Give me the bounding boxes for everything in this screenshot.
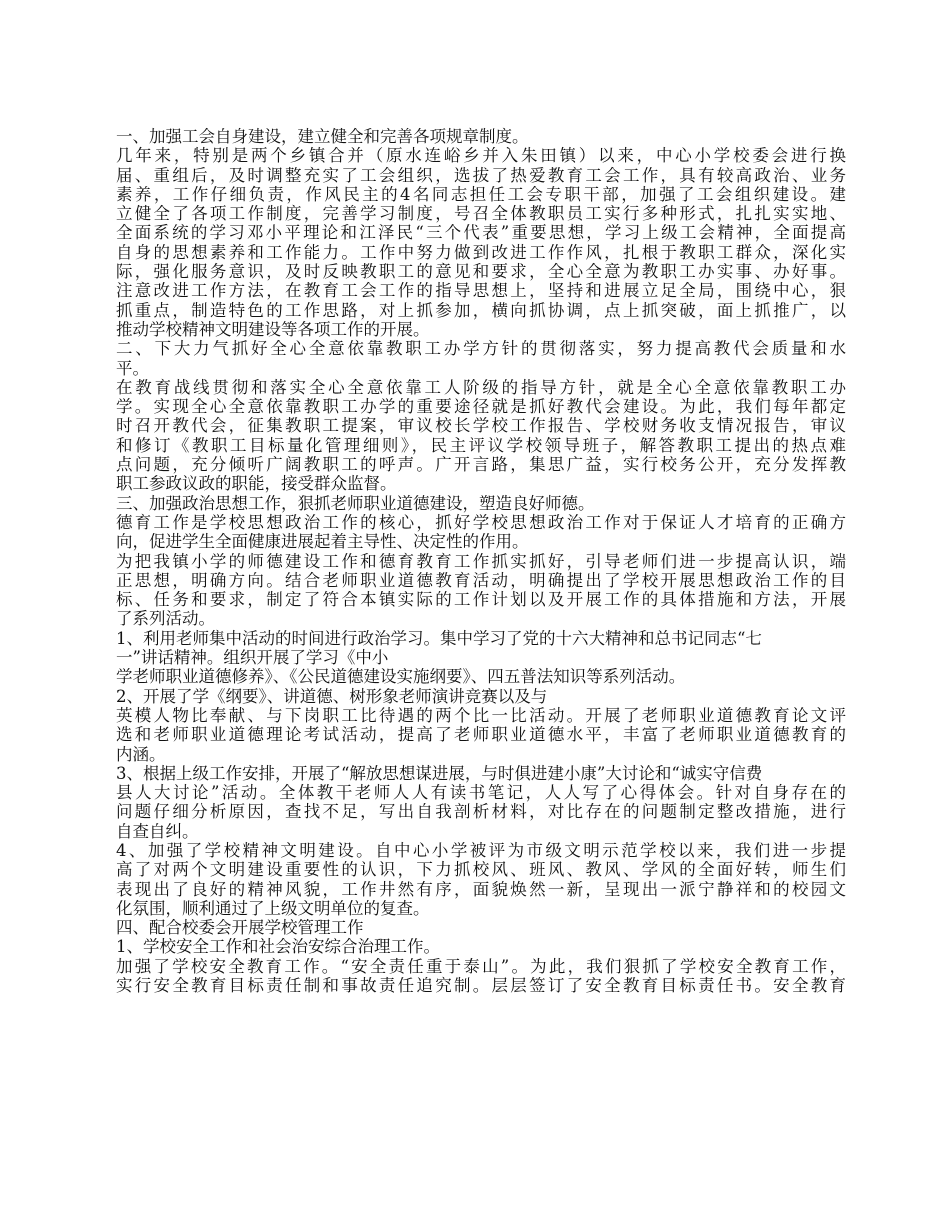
text-line: 1、利用老师集中活动的时间进行政治学习。集中学习了党的十六大精神和总书记同志“七 [116,628,762,648]
text-line: 在教育战线贯彻和落实全心全意依靠工人阶级的指导方针，就是全心全意依靠教职工办 [116,377,846,397]
text-line: 几年来，特别是两个乡镇合并（原水连峪乡并入朱田镇）以来，中心小学校委会进行换 [116,146,846,166]
text-line: 化氛围，顺利通过了上级文明单位的复查。 [116,898,430,918]
text-line: 学。实现全心全意依靠教职工办学的重要途径就是抓好教代会建设。为此，我们每年都定 [116,397,846,417]
text-line: 4、加强了学校精神文明建设。自中心小学被评为市级文明示范学校以来，我们进一步提 [116,840,846,860]
text-line: 县人大讨论”活动。全体教干老师人人有读书笔记，人人写了心得体会。针对自身存在的 [116,783,846,803]
text-line: 学老师职业道德修养》、《公民道德建设实施纲要》、四五普法知识等系列活动。 [116,667,686,687]
text-line: 英模人物比奉献、与下岗职工比待遇的两个比一比活动。开展了老师职业道德教育论文评 [116,705,846,725]
text-line: 全面系统的学习邓小平理论和江泽民“三个代表”重要思想，学习上级工会精神，全面提高 [116,223,846,243]
text-line: 2、开展了学《纲要》、讲道德、树形象老师演讲竞赛以及与 [116,686,548,706]
text-line: 点问题，充分倾听广阔教职工的呼声。广开言路，集思广益，实行校务公开，充分发挥教 [116,455,846,475]
text-line: 时召开教代会，征集教职工提案，审议校长学校工作报告、学校财务收支情况报告，审议 [116,416,846,436]
text-line: 为把我镇小学的师德建设工作和德育教育工作抓实抓好，引导老师们进一步提高认识，端 [116,551,846,571]
text-line: 二、下大力气抓好全心全意依靠教职工办学方针的贯彻落实，努力提高教代会质量和水 [116,339,846,359]
text-line: 和修订《教职工目标量化管理细则》，民主评议学校领导班子，解答教职工提出的热点难 [116,435,846,455]
text-line: 了系列活动。 [116,609,215,629]
text-line: 德育工作是学校思想政治工作的核心，抓好学校思想政治工作对于保证人才培育的正确方 [116,512,846,532]
text-line: 自查自纠。 [116,821,199,841]
text-line: 实行安全教育目标责任制和事故责任追究制。层层签订了安全教育目标责任书。安全教育 [116,976,846,996]
text-line: 问题仔细分析原因，查找不足，写出自我剖析材料，对比存在的问题制定整改措施，进行 [116,802,846,822]
text-line: 正思想，明确方向。结合老师职业道德教育活动，明确提出了学校开展思想政治工作的目 [116,570,846,590]
text-line: 际，强化服务意识，及时反映教职工的意见和要求，全心全意为教职工办实事、办好事。 [116,262,846,282]
text-line: 内涵。 [116,744,166,764]
text-line: 1、学校安全工作和社会治安综合治理工作。 [116,937,440,957]
text-line: 高了对两个文明建设重要性的认识，下力抓校风、班风、教风、学风的全面好转，师生们 [116,860,846,880]
text-line: 表现出了良好的精神风貌，工作井然有序，面貌焕然一新，呈现出一派宁静祥和的校园文 [116,879,846,899]
text-line: 加强了学校安全教育工作。“安全责任重于泰山”。为此，我们狠抓了学校安全教育工作， [116,956,846,976]
text-line: 立健全了各项工作制度，完善学习制度，号召全体教职员工实行多种形式，扎扎实实地、 [116,204,846,224]
text-line: 届、重组后，及时调整充实了工会组织，选拔了热爱教育工会工作，具有较高政治、业务 [116,165,846,185]
text-line: 标、任务和要求，制定了符合本镇实际的工作计划以及开展工作的具体措施和方法，开展 [116,590,846,610]
text-line: 一、加强工会自身建设，建立健全和完善各项规章制度。 [116,127,529,146]
text-line: 职工参政议政的职能，接受群众监督。 [116,474,397,494]
text-line: 注意改进工作方法，在教育工会工作的指导思想上，坚持和进展立足全局，围绕中心，狠 [116,281,846,301]
text-line: 3、根据上级工作安排，开展了“解放思想谋进展，与时俱进建小康”大讨论和“诚实守信费 [116,763,763,783]
text-line: 推动学校精神文明建设等各项工作的开展。 [116,319,430,339]
text-line: 三、加强政治思想工作，狠抓老师职业道德建设，塑造良好师德。 [116,493,595,513]
text-line: 向，促进学生全面健康进展起着主导性、决定性的作用。 [116,532,529,552]
text-line: 选和老师职业道德理论考试活动，提高了老师职业道德水平，丰富了老师职业道德教育的 [116,725,846,745]
text-line: 素养，工作仔细负责，作风民主的4名同志担任工会专职干部，加强了工会组织建设。建 [116,184,846,204]
text-line: 抓重点，制造特色的工作思路，对上抓参加，横向抓协调，点上抓突破，面上抓推广，以 [116,300,846,320]
text-line: 四、配合校委会开展学校管理工作 [116,918,364,938]
text-line: 自身的思想素养和工作能力。工作中努力做到改进工作作风，扎根于教职工群众，深化实 [116,242,846,262]
text-line: 平。 [116,358,149,378]
document-body [116,127,846,995]
text-line: 一”讲话精神。组织开展了学习《中小 [116,648,389,668]
